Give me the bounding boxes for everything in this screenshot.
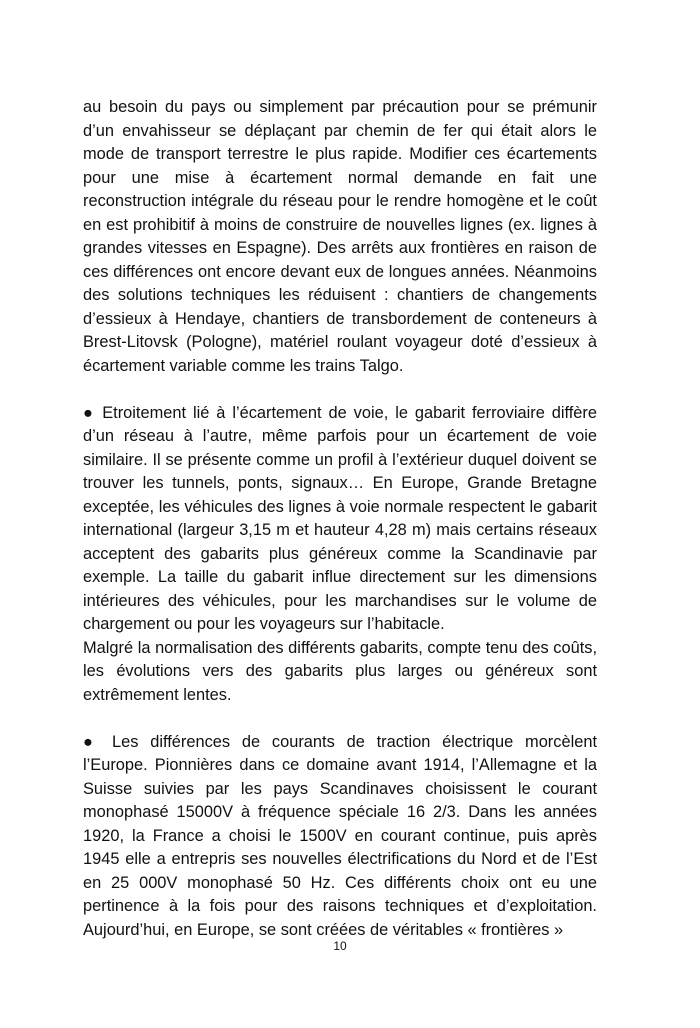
paragraph-traction-current <box>83 731 597 943</box>
paragraph-gauge-continuation <box>83 96 597 378</box>
paragraph-gauge-normalisation <box>83 637 597 708</box>
paragraph-text: Etroitement lié à l’écartement de voie, le gabarit ferroviaire diffère d’un réseau à l’autre, même parfois pour un écartement de voie similaire. Il se présente comme un profil à l’extérieur duquel doivent se trouver les tunnels, ponts, signaux… En Europe, Grande Bretagne exceptée, les véhicules des lignes à voie normale respectent le gabarit international (largeur 3,15 m et hauteur 4,28 m) mais certains réseaux acceptent des gabarits plus généreux comme la Scandinavie par exemple. La taille du gabarit influe directement sur les dimensions intérieures des véhicules, pour les marchandises sur le volume de chargement ou pour les voyageurs sur l’habitacle. <box>83 403 597 633</box>
paragraph-loading-gauge <box>83 402 597 637</box>
bullet-icon: ● <box>83 732 101 751</box>
paragraph-text: au besoin du pays ou simplement par précaution pour se prémunir d’un envahisseur se déplaçant par chemin de fer qui était alors le mode de transport terrestre le plus rapide. Modifier ces écartements pour une mise à écartement normal demande en fait une reconstruction intégrale du réseau pour le rendre homogène et le coût en est prohibitif à moins de construire de nouvelles lignes (ex. lignes à grandes vitesses en Espagne). Des arrêts aux frontières en raison de ces différences ont encore devant eux de longues années. Néanmoins des solutions techniques les réduisent : chantiers de changements d’essieux à Hendaye, chantiers de transbordement de conteneurs à Brest-Litovsk (Pologne), matériel roulant voyageur doté d’essieux à écartement variable comme les trains Talgo. <box>83 98 597 375</box>
text-body <box>83 96 597 942</box>
page-number: 10 <box>333 939 347 953</box>
paragraph-text: Malgré la normalisation des différents gabarits, compte tenu des coûts, les évolutions vers des gabarits plus larges ou généreux sont extrêmement lentes. <box>83 638 597 704</box>
paragraph-text: Les différences de courants de traction électrique morcèlent l’Europe. Pionnières dans ce domaine avant 1914, l’Allemagne et la Suisse suivies par les pays Scandinaves choisissent le courant monophasé 15000V à fréquence spéciale 16 2/3. Dans les années 1920, la France a choisi le 1500V en courant continue, puis après 1945 elle a entrepris ses nouvelles électrifications du Nord et de l’Est en 25 000V monophasé 50 Hz. Ces différents choix ont eu une pertinence à la fois pour des raisons techniques et d’exploitation. Aujourd’hui, en Europe, se sont créées de véritables « frontières » <box>83 732 598 939</box>
bullet-icon: ● <box>83 403 96 422</box>
